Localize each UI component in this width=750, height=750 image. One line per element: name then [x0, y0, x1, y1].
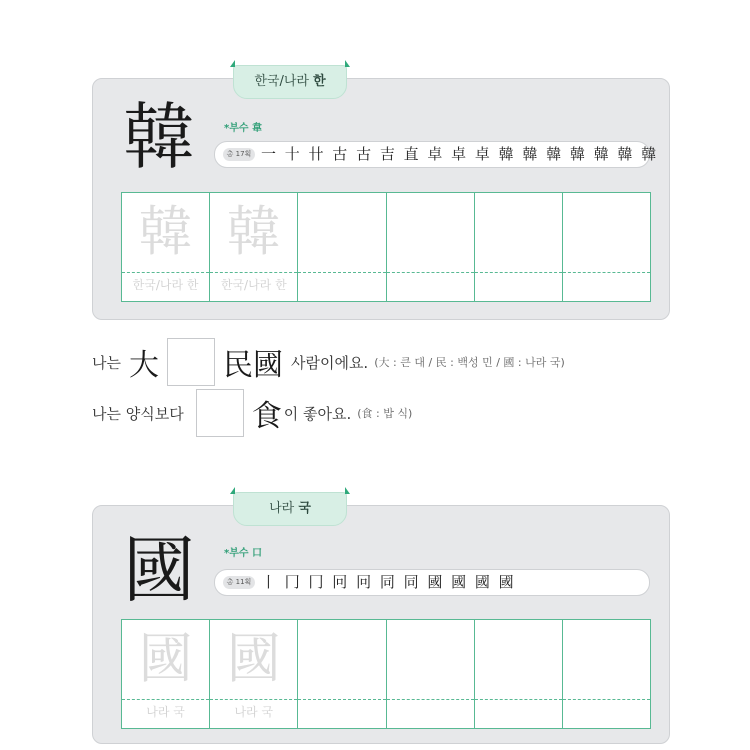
ghost-hanja: 韓: [138, 200, 193, 263]
practice-cell[interactable]: [475, 193, 563, 301]
sentence-hanja: 民國: [222, 348, 283, 383]
practice-cell-tracing[interactable]: [210, 620, 298, 728]
guide-line: [122, 699, 209, 700]
ghost-hanja: 韓: [226, 200, 281, 263]
sentence-text: 나는 양식보다: [92, 404, 184, 423]
practice-cell-tracing[interactable]: [210, 193, 298, 301]
radical-label: *부수 口: [224, 548, 263, 559]
practice-cell[interactable]: [387, 620, 475, 728]
sentence-text: 사람이에요.: [290, 353, 369, 372]
main-hanja: 國: [123, 528, 196, 612]
stroke-count-badge: 총 11획: [223, 576, 255, 589]
stroke-order-bar: [214, 141, 659, 168]
sentence-text: 이 좋아요.: [283, 404, 352, 423]
sentence-text: 나는: [92, 353, 121, 372]
radical-label: *부수 韋: [224, 123, 263, 134]
guide-line: [298, 272, 385, 273]
answer-box[interactable]: [167, 338, 215, 386]
guide-line: [563, 699, 650, 700]
fill-in-sentence-2: [92, 389, 412, 437]
hanja-card-guk: [92, 501, 670, 744]
ghost-label: 한국/나라 한: [220, 278, 287, 292]
fill-in-sentence-1: [92, 338, 565, 386]
card-tab: [233, 65, 347, 99]
practice-grid: [121, 619, 651, 729]
tab-meaning: 나라: [269, 501, 299, 516]
practice-cell-tracing[interactable]: [122, 193, 210, 301]
tab-meaning: 한국/나라: [254, 74, 314, 89]
card-tab: [233, 492, 347, 526]
guide-line: [563, 272, 650, 273]
ghost-hanja: 國: [138, 627, 193, 690]
guide-line: [210, 272, 297, 273]
ghost-label: 한국/나라 한: [132, 278, 199, 292]
practice-cell[interactable]: [298, 620, 386, 728]
practice-cell[interactable]: [387, 193, 475, 301]
tab-sound: 한: [313, 74, 326, 89]
ghost-label: 나라 국: [146, 705, 185, 719]
hanja-card-han: [92, 74, 670, 320]
practice-grid: [121, 192, 651, 302]
hanja-note: (大 : 큰 대 / 民 : 백성 민 / 國 : 나라 국): [374, 356, 565, 369]
practice-cell[interactable]: [563, 193, 650, 301]
practice-cell[interactable]: [475, 620, 563, 728]
guide-line: [475, 272, 562, 273]
guide-line: [122, 272, 209, 273]
ghost-label: 나라 국: [234, 705, 274, 719]
practice-cell[interactable]: [298, 193, 386, 301]
stroke-sequence: 一 十 卄 古 古 吉 直 卓 卓 卓 韓 韓 韓 韓 韓 韓 韓: [261, 145, 659, 163]
hanja-note: (食 : 밥 식): [357, 407, 413, 420]
guide-line: [387, 699, 474, 700]
practice-cell-tracing[interactable]: [122, 620, 210, 728]
answer-box[interactable]: [196, 389, 244, 437]
guide-line: [298, 699, 385, 700]
practice-cell[interactable]: [563, 620, 650, 728]
guide-line: [475, 699, 562, 700]
guide-line: [387, 272, 474, 273]
tab-sound: 국: [298, 501, 311, 516]
sentence-hanja: 大: [128, 348, 159, 383]
stroke-order-bar: [214, 569, 650, 596]
main-hanja: 韓: [123, 95, 196, 179]
ghost-hanja: 國: [226, 627, 281, 690]
sentence-hanja: 食: [251, 399, 282, 434]
guide-line: [210, 699, 297, 700]
stroke-count-badge: 총 17획: [223, 148, 255, 161]
stroke-sequence: 丨 冂 冂 冋 冋 同 同 國 國 國 國: [261, 573, 516, 591]
